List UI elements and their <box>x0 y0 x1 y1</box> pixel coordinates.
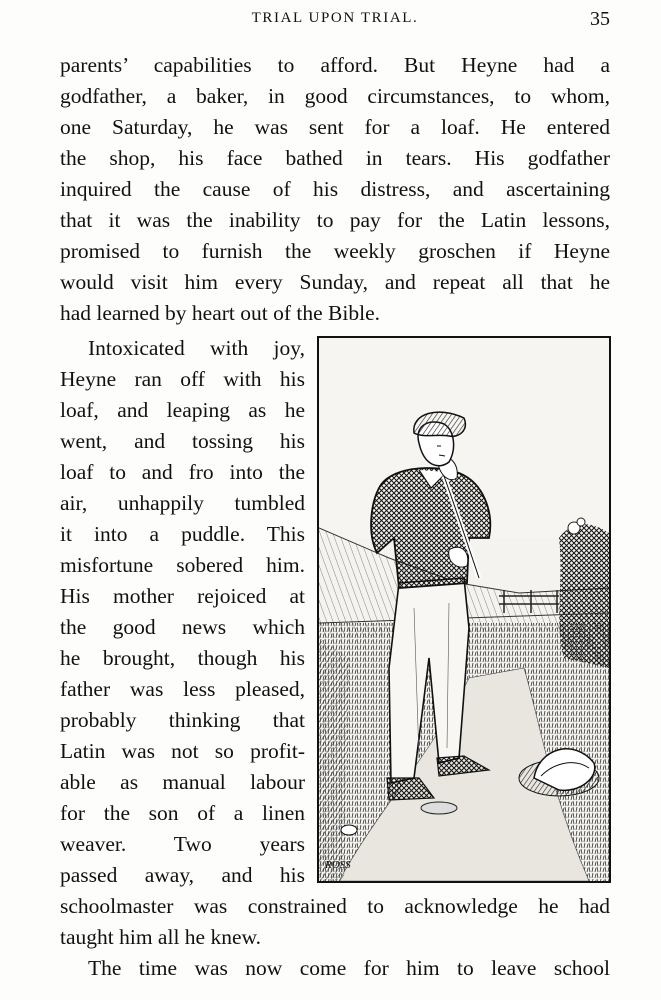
text-line: inquired the cause of his distress, and ascertaining <box>60 177 610 201</box>
text-line: loaf to and fro into the <box>60 460 305 484</box>
text-line: parents’ capabilities to afford. But Heyne had a <box>60 53 610 77</box>
text-line: went, and tossing his <box>60 429 305 453</box>
text-line: loaf, and leaping as he <box>60 398 305 422</box>
text-line: father was less pleased, <box>60 677 305 701</box>
text-line: misfortune sobered him. <box>60 553 305 577</box>
text-line: air, unhappily tumbled <box>60 491 305 515</box>
text-line: Intoxicated with joy, <box>88 336 305 360</box>
text-line: probably thinking that <box>60 708 305 732</box>
page-number: 35 <box>590 8 610 30</box>
running-title: TRIAL UPON TRIAL. <box>251 10 419 26</box>
text-line: it into a puddle. This <box>60 522 305 546</box>
text-line: schoolmaster was constrained to acknowledge he had <box>60 894 610 918</box>
artist-signature: ROSS <box>325 859 351 871</box>
text-line: taught him all he knew. <box>60 925 262 949</box>
boy-with-loaf-engraving <box>319 338 609 881</box>
text-line: promised to furnish the weekly groschen if Heyne <box>60 239 610 263</box>
text-line: that it was the inability to pay for the Latin lessons, <box>60 208 610 232</box>
text-line: he brought, though his <box>60 646 305 670</box>
text-line: The time was now come for him to leave school <box>88 956 610 980</box>
engraving-illustration <box>317 336 611 883</box>
text-line: weaver. Two years <box>60 832 305 856</box>
text-line: Heyne ran off with his <box>60 367 305 391</box>
text-line: Latin was not so profit- <box>60 739 305 763</box>
text-line: godfather, a baker, in good circumstances, to whom, <box>60 84 610 108</box>
text-line: for the son of a linen <box>60 801 305 825</box>
text-line: had learned by heart out of the Bible. <box>60 301 381 325</box>
text-line: the good news which <box>60 615 305 639</box>
text-line: the shop, his face bathed in tears. His godfather <box>60 146 610 170</box>
text-line: able as manual labour <box>60 770 305 794</box>
text-line: passed away, and his <box>60 863 305 887</box>
text-line: one Saturday, he was sent for a loaf. He entered <box>60 115 610 139</box>
text-line: would visit him every Sunday, and repeat all that he <box>60 270 610 294</box>
text-line: His mother rejoiced at <box>60 584 305 608</box>
running-head <box>60 8 610 30</box>
